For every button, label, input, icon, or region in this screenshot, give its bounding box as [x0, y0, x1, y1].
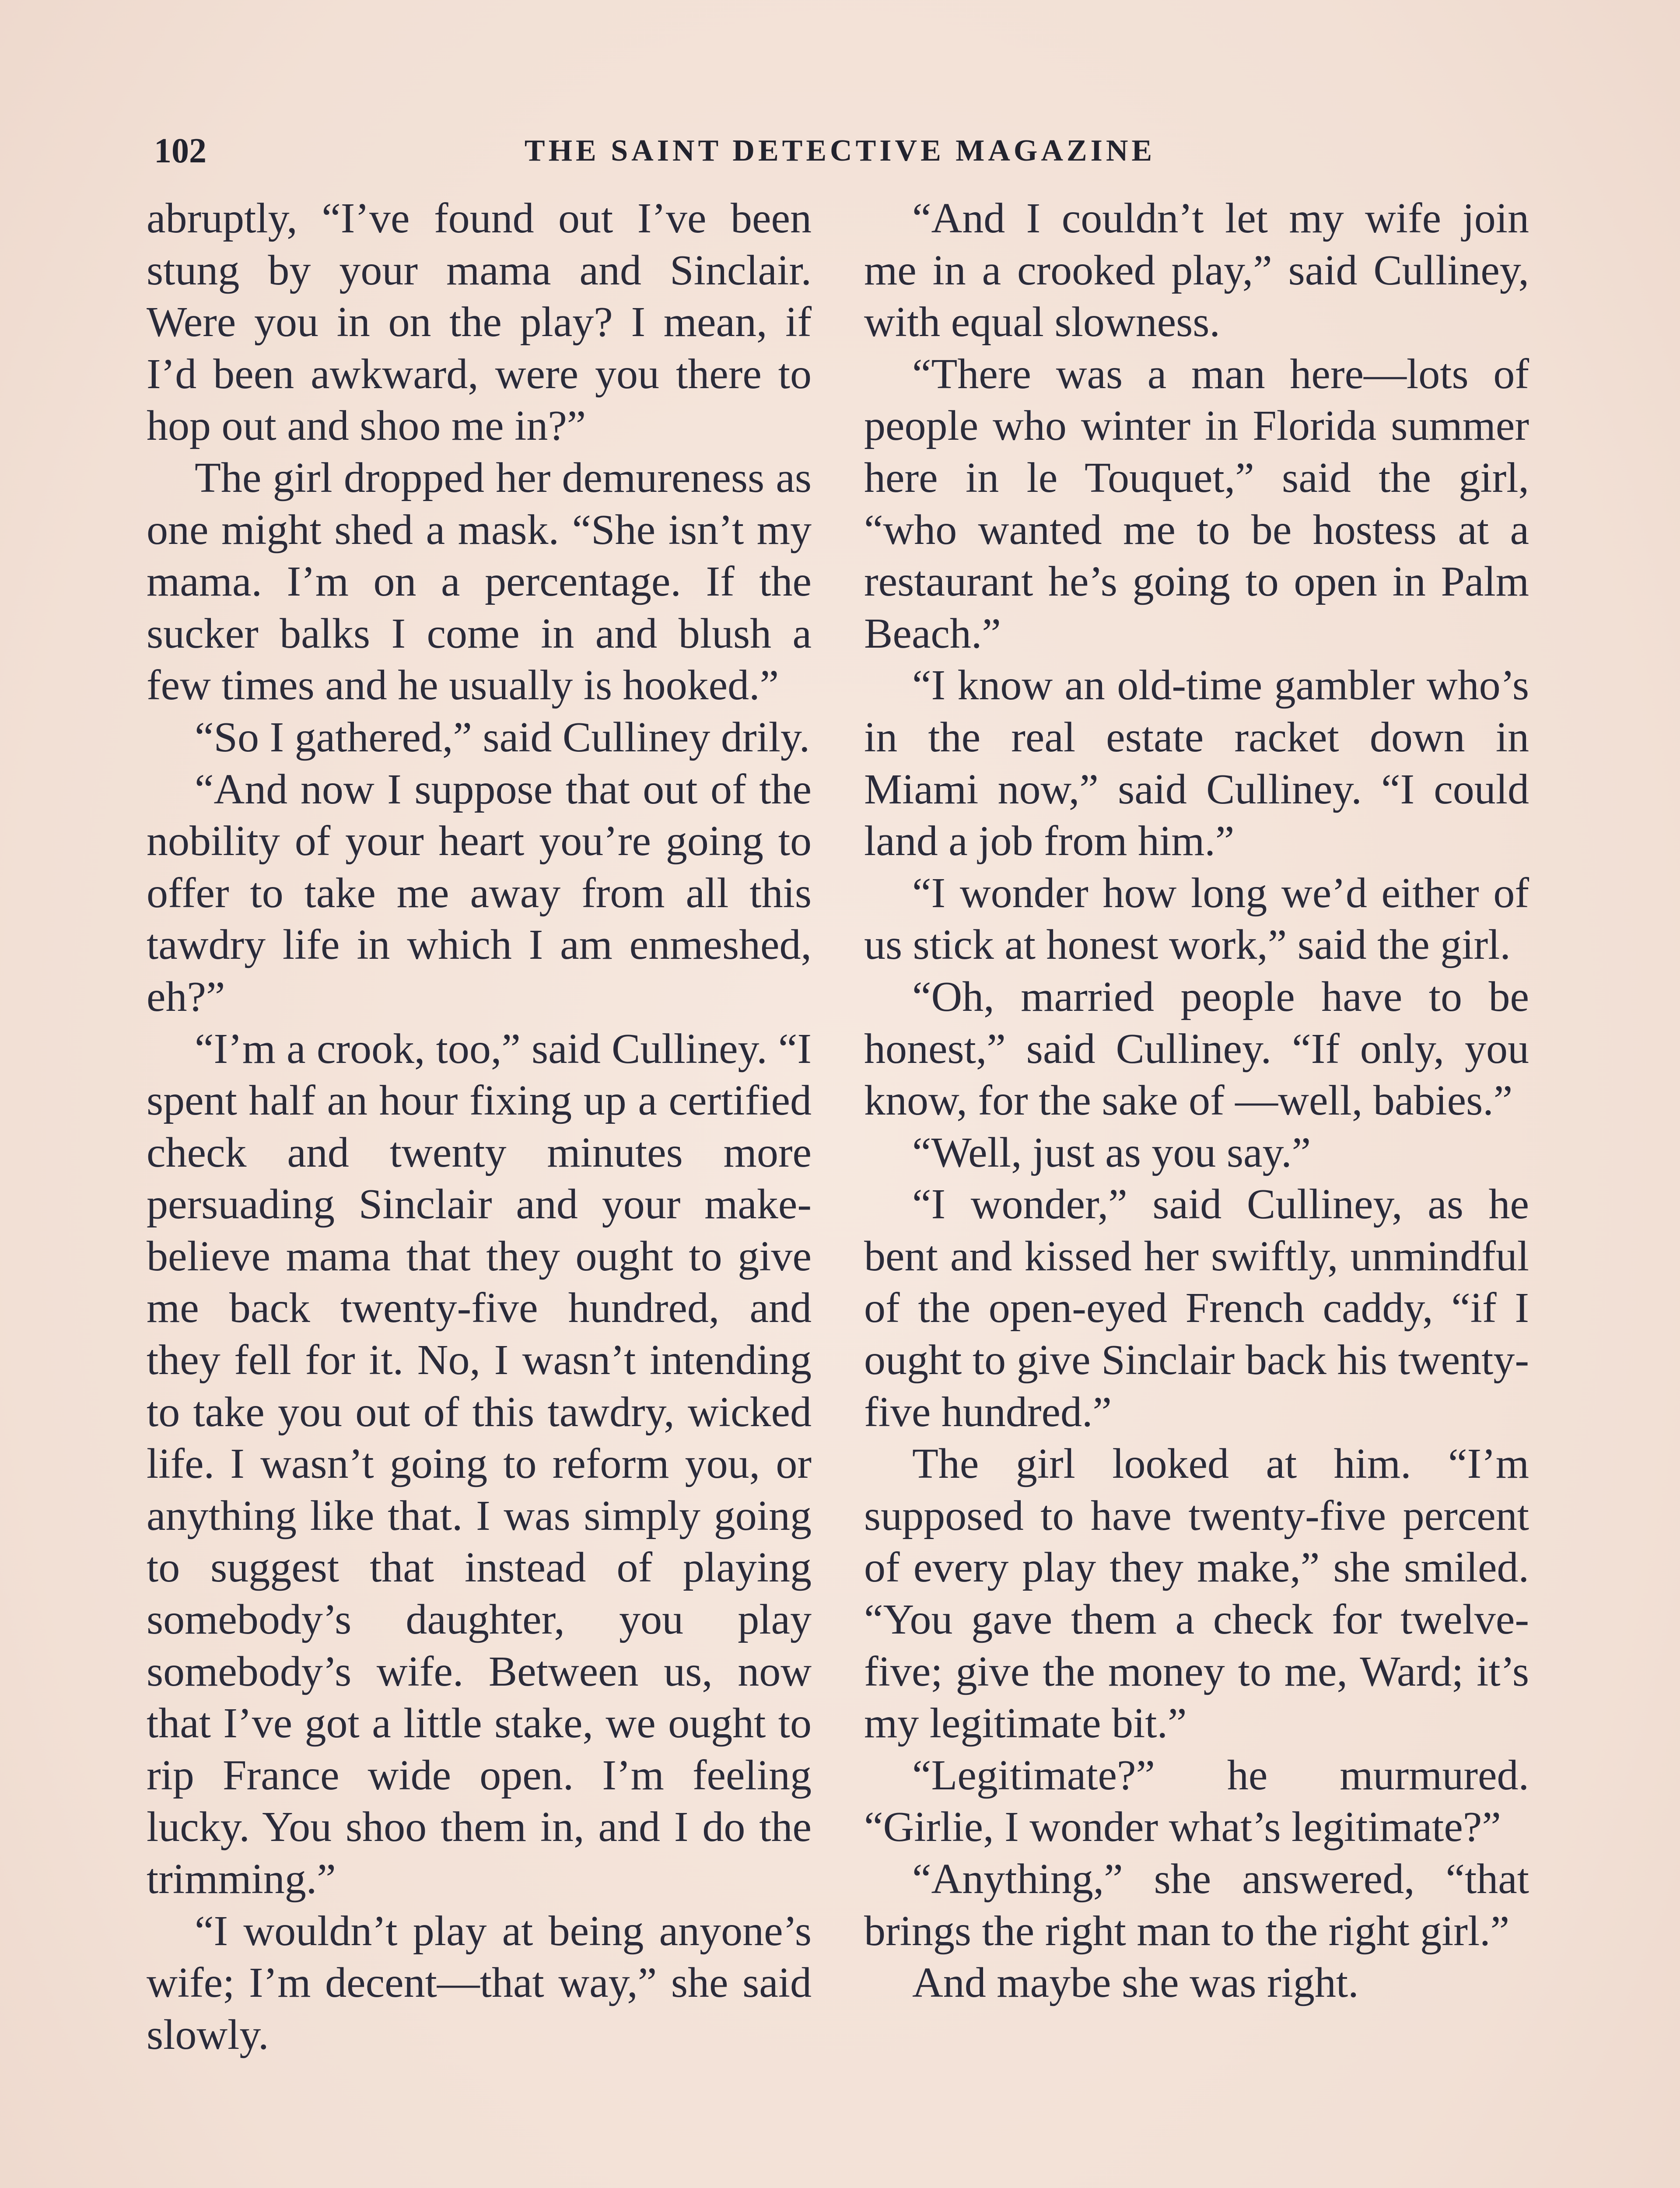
paragraph: “Anything,” she answered, “that brings the right man to the right girl.”	[864, 1855, 1529, 1955]
paragraph: “I’m a crook, too,” said Culliney. “I spent half an hour fixing up a certified check and twenty minutes more persuading Sinclair and your make-believe mama that they ought to give me back twenty-five hundred, and they fell for it. No, I wasn’t intending to take you out of this tawdry, wicked life. I wasn’t going to reform you, or anything like that. I was simply going to suggest that instead of playing somebody’s daughter, you play somebody’s wife. Between us, now that I’ve got a little stake, we ought to rip France wide open. I’m feeling lucky. You shoo them in, and I do the trimming.”	[147, 1025, 812, 1903]
paragraph: abruptly, “I’ve found out I’ve been stung by your mama and Sinclair. Were you in on the play? I mean, if I’d been awkward, were you there to hop out and shoo me in?”	[147, 195, 812, 450]
paragraph: The girl looked at him. “I’m supposed to have twenty-five percent of every play they make,” she smiled. “You gave them a check for twelve-five; give the money to me, Ward; it’s my legitimate bit.”	[864, 1440, 1529, 1747]
paragraph: “I wouldn’t play at being anyone’s wife; I’m decent—that way,” she said slowly.	[147, 1907, 812, 2058]
right-text-column	[864, 193, 1529, 2009]
paragraph: “Oh, married people have to be honest,” said Culliney. “If only, you know, for the sake of —well, babies.”	[864, 973, 1529, 1125]
paragraph: “And now I suppose that out of the nobility of your heart you’re going to offer to take me away from all this tawdry life in which I am enmeshed, eh?”	[147, 765, 812, 1020]
paragraph: And maybe she was right.	[912, 1959, 1359, 2007]
paragraph: “I know an old-time gambler who’s in the real estate racket down in Miami now,” said Culliney. “I could land a job from him.”	[864, 662, 1529, 865]
page-number: 102	[154, 132, 206, 170]
paragraph: “And I couldn’t let my wife join me in a crooked play,” said Culliney, with equal slowness.	[864, 195, 1529, 346]
paragraph: “I wonder,” said Culliney, as he bent and kissed her swiftly, unmindful of the open-eyed French caddy, “if I ought to give Sinclair back his twenty-five hundred.”	[864, 1181, 1529, 1436]
paragraph: “So I gathered,” said Culliney drily.	[195, 713, 810, 761]
page-header	[144, 127, 1536, 179]
left-text-column	[147, 193, 812, 2061]
running-title: THE SAINT DETECTIVE MAGAZINE	[524, 134, 1156, 168]
paragraph: The girl dropped her demureness as one might shed a mask. “She isn’t my mama. I’m on a percentage. If the sucker balks I come in and blush a few times and he usually is hooked.”	[147, 454, 812, 709]
paragraph: “Well, just as you say.”	[912, 1129, 1311, 1176]
paragraph: “I wonder how long we’d either of us stick at honest work,” said the girl.	[864, 869, 1529, 969]
paragraph: “Legitimate?” he murmured. “Girlie, I wonder what’s legitimate?”	[864, 1751, 1529, 1851]
paragraph: “There was a man here—lots of people who winter in Florida summer here in le Touquet,” said the girl, “who wanted me to be hostess at a restaurant he’s going to open in Palm Beach.”	[864, 350, 1529, 657]
